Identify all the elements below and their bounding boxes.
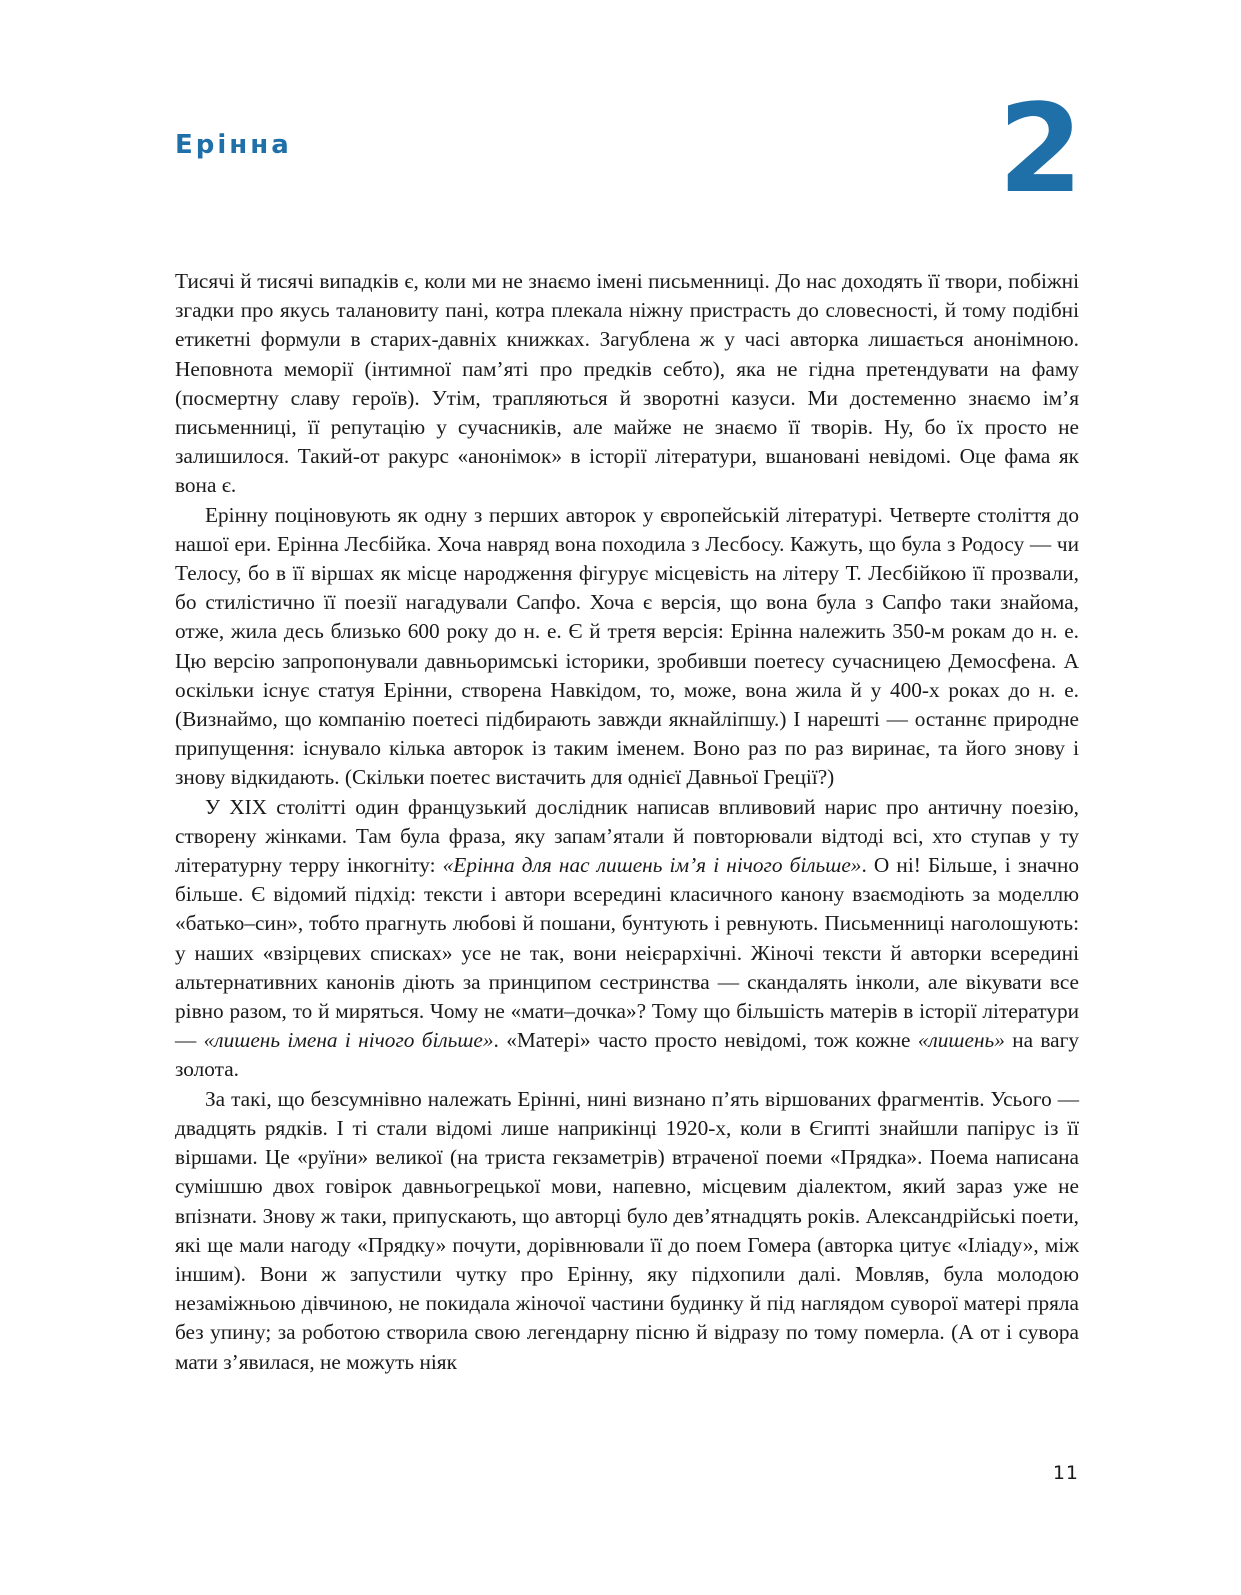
- chapter-number: 2: [998, 78, 1081, 220]
- quote-italic: «Ерінна для нас лишень ім’я і нічого більше»: [442, 853, 862, 878]
- paragraph-3: [175, 793, 1079, 1085]
- text-segment: Тисячі й тисячі випадків є, коли ми не знаємо імені письменниці. До нас доходять її твори, побіжні згадки про якусь талановиту пані, котра плекала ніжну пристрасть до словесності, й тому подібні етикетні формули в старих-давніх книжках. Загублена ж у часі авторка лишається анонімною. Неповнота меморії (інтимної пам’яті про предків себто), яка не гідна претендувати на фаму (посмертну славу героїв). Утім, трапляються й зворотні казуси. Ми достеменно знаємо ім’я письменниці, її репутацію у сучасників, але майже не знаємо її творів. Ну, бо їх просто не залишилося. Такий-от ракурс «анонімок» в історії літератури, вшановані невідомі. Оце фама як вона є.: [175, 269, 1079, 498]
- paragraph-1: [175, 267, 1079, 501]
- text-segment: За такі, що безсумнівно належать Ерінні, нині визнано п’ять віршованих фрагментів. Усього — двадцять рядків. І ті стали відомі лише наприкінці 1920-х, коли в Єгипті знайшли папірус із її віршами. Це «руїни» великої (на триста гекзаметрів) втраченої поеми «Прядка». Поема написана сумішшю двох говірок давньогрецької мови, напевно, місцевим діалектом, який зараз уже не впізнати. Знову ж таки, припускають, що авторці було дев’ятнадцять років. Александрійські поети, які ще мали нагоду «Прядку» почути, дорівнювали її до поем Гомера (авторка цитує «Іліаду», між іншим). Вони ж запустили чутку про Ерінну, яку підхопили далі. Мовляв, була молодою незаміжньою дівчиною, не покидала жіночої частини будинку й під наглядом суворої матері пряла без упину; за роботою створила свою легендарну пісню й відразу по тому померла. (А от і сувора мати з’явилася, не можуть ніяк: [175, 1086, 1079, 1374]
- text-segment: У XIX столітті один французький дослідник написав впливовий нарис про античну поезію, створену жінками. Там була фраза, яку запам’ятали й повторювали відтоді всі, хто ступав у ту літературну терру інкогніту:: [175, 794, 1079, 878]
- text-segment: . О ні! Більше, і значно більше. Є відомий підхід: тексти і автори всередині класичного канону взаємодіють за моделлю «батько–син», тобто прагнуть любові й пошани, бунтують і ревнують. Письменниці наголошують: у наших «взірцевих списках» усе не так, вони неієрархічні. Жіночі тексти й авторки всередині альтернативних канонів діють за принципом сестринства — скандалять інколи, але вікувати все рівно разом, то й миряться. Чому не «мати–дочка»? Тому що більшість матерів в історії літератури —: [175, 853, 1079, 1053]
- page-number: 11: [1052, 1462, 1079, 1484]
- paragraph-4: [175, 1085, 1079, 1377]
- paragraph-2: [175, 501, 1079, 793]
- text-segment: на вагу золота.: [175, 1028, 1080, 1082]
- quote-italic: «лишень імена і нічого більше»: [203, 1028, 494, 1053]
- text-segment: . «Матері» часто просто невідомі, тож кожне: [493, 1028, 918, 1053]
- text-segment: Ерінну поціновують як одну з перших авторок у європейській літературі. Четверте століття до нашої ери. Ерінна Лесбійка. Хоча навряд вона походила з Лесбосу. Кажуть, що була з Родосу — чи Телосу, бо в її віршах як місце народження фігурує місцевість на літеру Т. Лесбійкою її прозвали, бо стилістично її поезії нагадували Сапфо. Хоча є версія, що вона була з Сапфо таки знайома, отже, жила десь близько 600 року до н. е. Є й третя версія: Ерінна належить 350-м рокам до н. е. Цю версію запропонували давньоримські історики, зробивши поетесу сучасницею Демосфена. А оскільки існує статуя Ерінни, створена Навкідом, то, може, вона жила й у 400-х роках до н. е. (Визнаймо, що компанію поетесі підбирають завжди якнайліпшу.) І нарешті — останнє природне припущення: існувало кілька авторок із таким іменем. Воно раз по раз виринає, та його знову і знову відкидають. (Скільки поетес вистачить для однієї Давньої Греції?): [175, 502, 1079, 790]
- chapter-title: Ерінна: [175, 130, 292, 160]
- body-text: [175, 267, 1079, 1377]
- quote-italic: «лишень»: [917, 1028, 1005, 1053]
